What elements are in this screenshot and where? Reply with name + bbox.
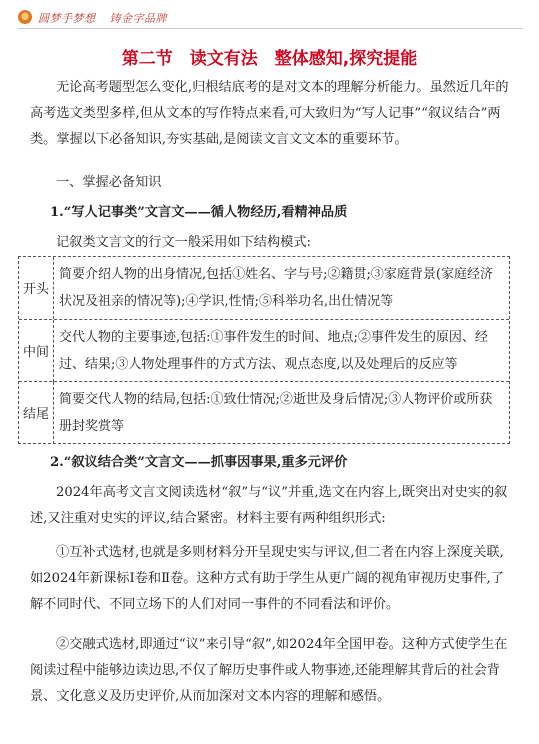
fused-selection-paragraph: ②交融式选材,即通过“议”来引导“叙”,如2024年全国甲卷。这种方式使学生在阅读过程中能够边读边思,不仅了解历史事件或人物事迹,还能理解其背后的社会背景、文化意义及历史评价,从而加深对文本内容的理解和感悟。 — [30, 637, 508, 704]
section-heading-1: 一、掌握必备知识 — [56, 175, 162, 190]
row-label: 中间 — [22, 345, 49, 360]
structure-intro: 记叙类文言文的行文一般采用如下结构模式: — [56, 235, 312, 250]
page-header — [18, 8, 523, 29]
intro-paragraph: 无论高考题型怎么变化,归根结底考的是对文本的理解分析能力。虽然近几年的高考选文类型多样,但从文本的写作特点来看,可大致归为“写人记事”“叙议结合”两类。掌握以下必备知识,夯实基础,是阅读文言文文本的重要环节。 — [30, 80, 509, 147]
row-content: 交代人物的主要事迹,包括:①事件发生的时间、地点;②事件发生的原因、经过、结果;③人物处理事件的方式方法、观点态度,以及处理后的反应等 — [59, 330, 488, 372]
subheading-1: 1.“写人记事类”文言文——循人物经历,看精神品质 — [50, 205, 348, 220]
structure-row-opening — [19, 257, 509, 319]
structure-row-ending — [19, 381, 509, 444]
narrative-paragraph: 2024年高考文言文阅读选材“叙”与“议”并重,选文在内容上,既突出对史实的叙述,又注重对史实的评议,结合紧密。材料主要有两种组织形式: — [30, 485, 508, 526]
page-title: 第二节 读文有法 整体感知,探究提能 — [121, 49, 418, 69]
header-slogan: 铸金字品牌 — [109, 12, 167, 25]
brand-logo-icon — [18, 10, 32, 24]
row-content: 简要交代人物的结局,包括:①致仕情况;②逝世及身后情况;③人物评价或所获册封奖赏等 — [59, 392, 493, 434]
row-content: 简要介绍人物的出身情况,包括①姓名、字与号;②籍贯;③家庭背景(家庭经济状况及祖亲的情况等);④学识,性情;⑤科举功名,出仕情况等 — [59, 267, 493, 309]
complementary-selection-paragraph: ①互补式选材,也就是多则材料分开呈现史实与评议,但二者在内容上深度关联,如2024年新课标Ⅰ卷和Ⅱ卷。这种方式有助于学生从更广阔的视角审视历史事件,了解不同时代、不同立场下的人们对同一事件的不同看法和评价。 — [30, 545, 504, 612]
structure-table — [18, 256, 510, 444]
structure-row-middle — [19, 319, 509, 382]
row-label: 结尾 — [22, 407, 49, 422]
row-label: 开头 — [22, 282, 49, 297]
subheading-2: 2.“叙议结合类”文言文——抓事因事果,重多元评价 — [50, 455, 348, 470]
header-brand: 圆梦手梦想 — [38, 12, 96, 25]
